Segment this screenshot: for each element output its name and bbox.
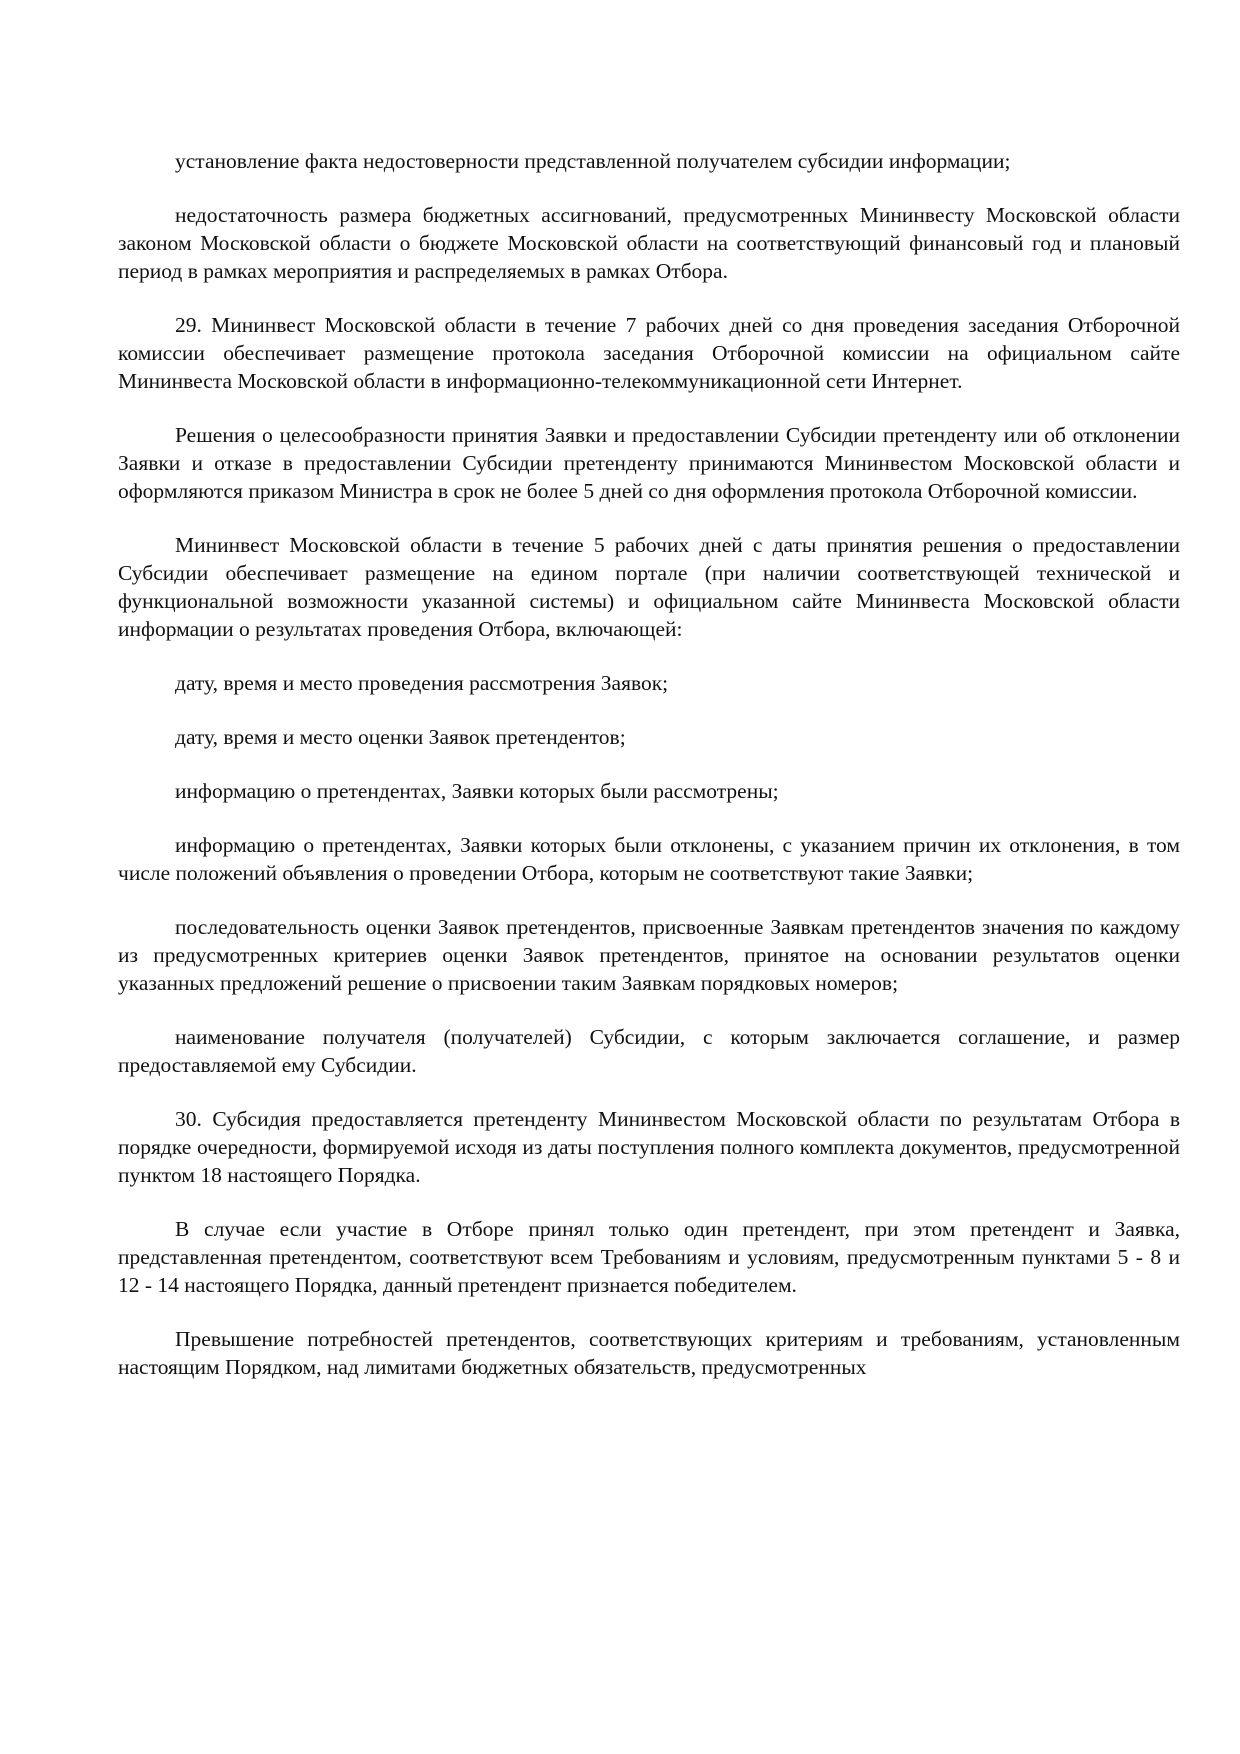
paragraph-unreliable-info: установление факта недостоверности представленной получателем субсидии информации; xyxy=(175,149,1011,173)
paragraph-single-applicant: В случае если участие в Отборе принял только один претендент, при этом претендент и Заявка, представленная претендентом, соответствуют всем Требованиям и условиям, предусмотренным пунктами 5 - 8 и 12 - 14 настоящего Порядка, данный претендент признается победителем. xyxy=(118,1217,1180,1297)
list-item-reviewed-applicants: информацию о претендентах, Заявки которых были рассмотрены; xyxy=(175,779,779,803)
paragraph-insufficient-budget: недостаточность размера бюджетных ассигнований, предусмотренных Мининвесту Московской области законом Московской области о бюджете Московской области на соответствующий финансовый год и плановый период в рамках мероприятия и распределяемых в рамках Отбора. xyxy=(118,203,1180,283)
list-item-evaluation-date: дату, время и место оценки Заявок претендентов; xyxy=(175,725,626,749)
list-item-review-date: дату, время и место проведения рассмотрения Заявок; xyxy=(175,671,669,695)
paragraph-results-publication: Мининвест Московской области в течение 5 рабочих дней с даты принятия решения о предоставлении Субсидии обеспечивает размещение на едином портале (при наличии соответствующей технической и функциональной возможности указанной системы) и официальном сайте Мининвеста Московской области информации о результатах проведения Отбора, включающей: xyxy=(118,533,1180,641)
list-item-recipient-name: наименование получателя (получателей) Субсидии, с которым заключается соглашение, и размер предоставляемой ему Субсидии. xyxy=(118,1025,1180,1077)
list-item-rejected-applicants: информацию о претендентах, Заявки которых были отклонены, с указанием причин их отклонения, в том числе положений объявления о проведении Отбора, которым не соответствуют такие Заявки; xyxy=(118,833,1180,885)
paragraph-decisions: Решения о целесообразности принятия Заявки и предоставлении Субсидии претенденту или об отклонении Заявки и отказе в предоставлении Субсидии претенденту принимаются Мининвестом Московской области и оформляются приказом Министра в срок не более 5 дней со дня оформления протокола Отборочной комиссии. xyxy=(118,423,1180,503)
paragraph-exceeding-needs: Превышение потребностей претендентов, соответствующих критериям и требованиям, установленным настоящим Порядком, над лимитами бюджетных обязательств, предусмотренных xyxy=(118,1327,1180,1379)
document-page xyxy=(118,147,1180,1407)
paragraph-clause-30: 30. Субсидия предоставляется претенденту Мининвестом Московской области по результатам Отбора в порядке очередности, формируемой исходя из даты поступления полного комплекта документов, предусмотренной пунктом 18 настоящего Порядка. xyxy=(118,1107,1180,1187)
paragraph-clause-29: 29. Мининвест Московской области в течение 7 рабочих дней со дня проведения заседания Отборочной комиссии обеспечивает размещение протокола заседания Отборочной комиссии на официальном сайте Мининвеста Московской области в информационно-телекоммуникационной сети Интернет. xyxy=(118,313,1180,393)
list-item-evaluation-sequence: последовательность оценки Заявок претендентов, присвоенные Заявкам претендентов значения по каждому из предусмотренных критериев оценки Заявок претендентов, принятое на основании результатов оценки указанных предложений решение о присвоении таким Заявкам порядковых номеров; xyxy=(118,915,1180,995)
